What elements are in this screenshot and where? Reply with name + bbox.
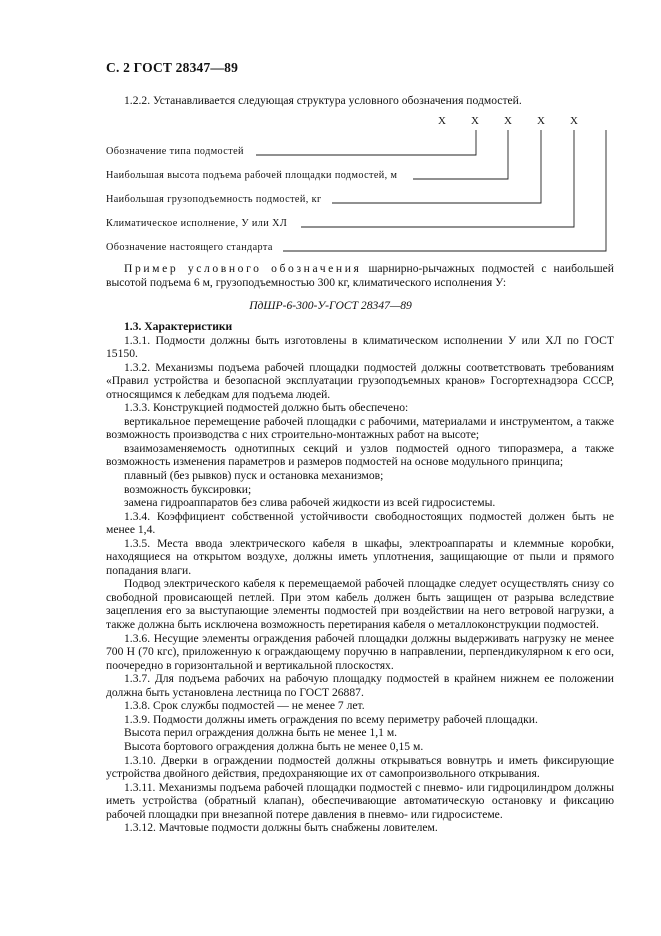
scheme-label-capacity: Наибольшая грузоподъемность подмостей, кг — [106, 194, 322, 205]
leader-line-height — [413, 130, 508, 179]
paragraph: 1.3.8. Срок службы подмостей — не менее 7 лет. — [124, 699, 365, 713]
page-header: С. 2 ГОСТ 28347—89 — [106, 60, 239, 75]
paragraph: 1.3.12. Мачтовые подмости должны быть снабжены ловителем. — [124, 821, 438, 835]
paragraph: 1.3.1. Подмости должны быть изготовлены в климатическом исполнении У или ХЛ по ГОСТ 15150. — [106, 333, 614, 361]
paragraph: 1.3.7. Для подъема рабочих на рабочую площадку подмостей в крайнем нижнем ее положении должна быть установлена лестница по ГОСТ 26887. — [106, 672, 614, 699]
scheme-label-climate: Климатическое исполнение, У или ХЛ — [106, 218, 288, 229]
section-heading: 1.3. Характеристики — [124, 320, 233, 333]
scheme-marker-4: X — [537, 115, 545, 127]
scheme-label-type: Обозначение типа подмостей — [106, 146, 244, 157]
paragraph: Высота бортового ограждения должна быть не менее 0,15 м. — [124, 739, 424, 753]
paragraph: возможность буксировки; — [124, 482, 252, 496]
scheme-marker-3: X — [504, 115, 512, 127]
paragraph: 1.3.10. Дверки в ограждении подмостей должны открываться вовнутрь и иметь фиксирующие устройства двойного действия, предохраняющие их от самопроизвольного открывания. — [106, 753, 614, 781]
paragraph: Высота перил ограждения должна быть не менее 1,1 м. — [124, 726, 398, 740]
scheme-marker-5: X — [570, 115, 578, 127]
leader-line-climate — [301, 130, 574, 227]
paragraph: плавный (без рывков) пуск и остановка механизмов; — [124, 469, 384, 483]
scheme-marker-2: X — [471, 115, 479, 127]
paragraph: 1.3.3. Конструкцией подмостей должно быть обеспечено: — [124, 401, 409, 415]
scheme-marker-1: X — [438, 115, 446, 127]
example-lead: Пример условного обозначения — [124, 262, 362, 275]
paragraph: 1.3.2. Механизмы подъема рабочей площадки подмостей должны соответствовать требованиям «Правил устройства и безопасной эксплуатации грузоподъемных кранов» Госгортехнадзора СССР, относящимся к лебедкам для подъема людей. — [106, 360, 614, 401]
example-paragraph — [106, 262, 614, 289]
example-designation: ПдШР-6-300-У-ГОСТ 28347—89 — [249, 299, 412, 312]
scheme-label-standard: Обозначение настоящего стандарта — [106, 242, 273, 253]
paragraph: 1.3.6. Несущие элементы ограждения рабочей площадки должны выдерживать нагрузку не менее 700 Н (70 кгс), приложенную к ограждающему поручню в направлении, перпендикулярном к его оси, поочередно в горизонтальной и вертикальной плоскостях. — [106, 631, 614, 672]
paragraph: взаимозаменяемость однотипных секций и узлов подмостей одного типоразмера, а также возможность изменения параметров и размеров подмостей на основе модульного принципа; — [106, 441, 614, 469]
paragraph: 1.3.9. Подмости должны иметь ограждения по всему периметру рабочей площадки. — [124, 712, 538, 726]
leader-line-capacity — [332, 130, 541, 203]
paragraph: Подвод электрического кабеля к перемещаемой рабочей площадке следует осуществлять снизу со свободной провисающей петлей. При этом кабель должен быть защищен от разрыва вследствие зацепления его за выступающие элементы подмостей при воздействии на него ветровой нагрузки, а также должна быть исключена возможность перетирания кабеля о металлоконструкции подмостей. — [106, 577, 614, 632]
scheme-label-height: Наибольшая высота подъема рабочей площадки подмостей, м — [106, 170, 398, 181]
paragraph: 1.3.4. Коэффициент собственной устойчивости свободностоящих подмостей должен быть не менее 1,4. — [106, 509, 614, 537]
paragraph: 1.3.5. Места ввода электрического кабеля в шкафы, электроаппараты и клеммные коробки, находящиеся на открытом воздухе, должны иметь уплотнения, защищающие от пыли и прямого попадания влаги. — [106, 536, 614, 577]
paragraph: замена гидроаппаратов без слива рабочей жидкости из всей гидросистемы. — [124, 496, 496, 510]
body-text — [106, 320, 614, 835]
paragraph: вертикальное перемещение рабочей площадки с рабочими, материалами и инструментом, а также возможность производства с них строительно-монтажных работ на высоте; — [106, 414, 614, 442]
example-text: шарнирно-рычажных подмостей с наибольшей высотой подъема 6 м, грузоподъемностью 300 кг, климатического исполнения У: — [106, 262, 614, 289]
leader-line-type — [256, 130, 476, 155]
intro-paragraph: 1.2.2. Устанавливается следующая структура условного обозначения подмостей. — [124, 94, 522, 107]
paragraph: 1.3.11. Механизмы подъема рабочей площадки подмостей с пневмо- или гидроцилиндром должны иметь устройства (обратный клапан), обеспечивающие автоматическую остановку и фиксацию рабочей площадки при внезапной потере давления в пневмо- или гидросистеме. — [106, 780, 614, 821]
leader-line-standard — [283, 130, 606, 251]
